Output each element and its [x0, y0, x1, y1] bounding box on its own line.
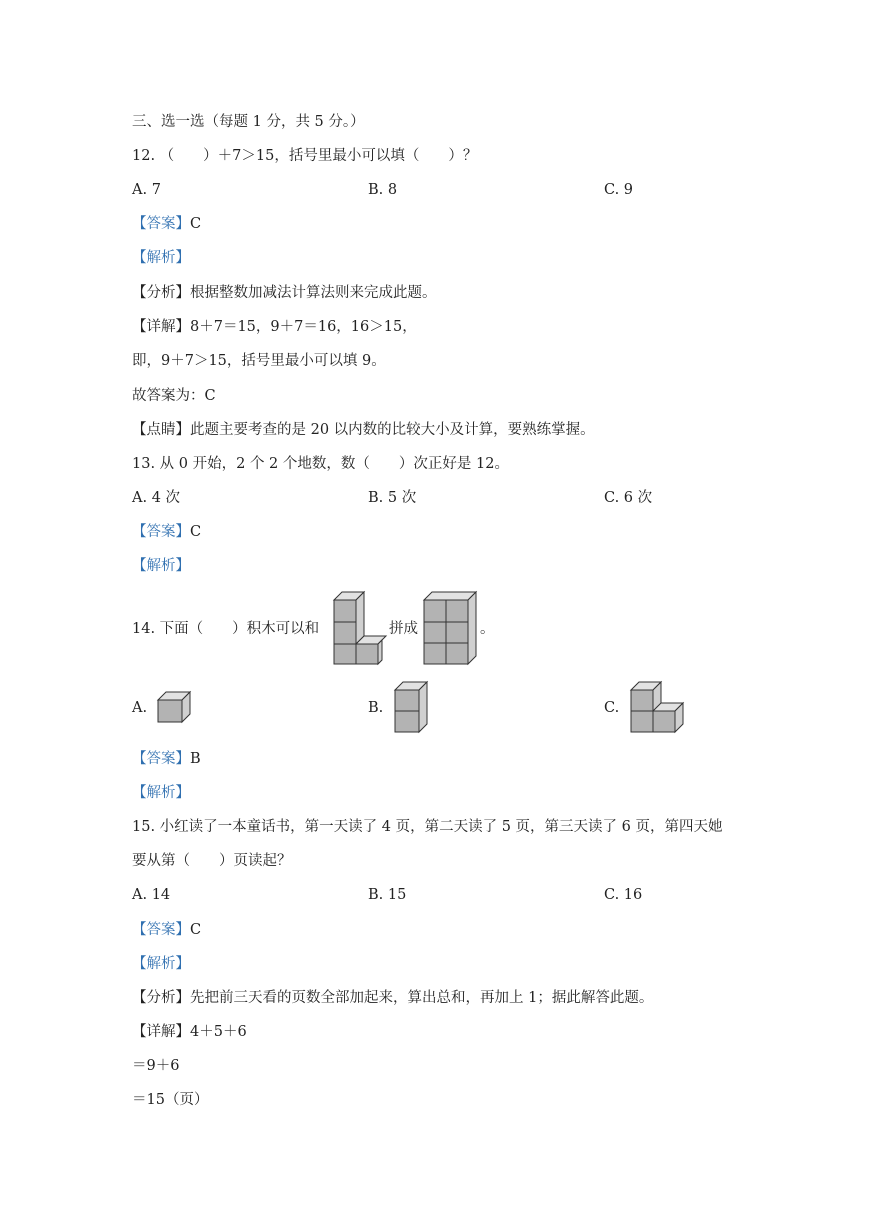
answer-value: C — [190, 216, 202, 232]
answer-value: C — [190, 524, 202, 540]
q13-option-c: C. 6 次 — [604, 490, 653, 506]
q15-option-a: A. 14 — [132, 887, 171, 903]
answer-tag: 【答案】 — [132, 216, 190, 232]
q15-option-b: B. 15 — [368, 887, 407, 903]
q15-step-1: ＝9＋6 — [132, 1058, 180, 1074]
q14-option-b-block — [395, 682, 427, 732]
q12-option-c: C. 9 — [604, 182, 634, 198]
xiangjie-text: 8＋7＝15，9＋7＝16，16＞15， — [190, 319, 417, 335]
q13-stem: 13. 从 0 开始，2 个 2 个地数，数（ ）次正好是 12。 — [132, 456, 509, 472]
q14-answer — [132, 749, 201, 769]
xiangjie-tag: 【详解】 — [132, 1024, 190, 1040]
q14-option-b-label: B. — [368, 700, 384, 716]
q14-block-l-shape — [334, 592, 382, 664]
q12-line3: 故答案为：C — [132, 388, 216, 404]
q13-option-b: B. 5 次 — [368, 490, 417, 506]
q12-dianjing — [132, 420, 595, 440]
q12-analysis-tag: 【解析】 — [132, 250, 190, 266]
dianjing-text: 此题主要考查的是 20 以内数的比较大小及计算，要熟练掌握。 — [190, 422, 595, 438]
answer-tag: 【答案】 — [132, 922, 190, 938]
section-title: 三、选一选（每题 1 分，共 5 分。） — [132, 114, 365, 130]
q15-xiangjie — [132, 1022, 247, 1042]
xiangjie-text: 4＋5＋6 — [190, 1024, 247, 1040]
dianjing-tag: 【点睛】 — [132, 422, 190, 438]
q12-option-a: A. 7 — [132, 182, 161, 198]
q15-answer — [132, 920, 201, 940]
answer-value: C — [190, 922, 202, 938]
q14-analysis-tag: 【解析】 — [132, 785, 190, 801]
q14-option-a-block — [158, 692, 190, 722]
q14-stem-b: 拼成 — [389, 621, 418, 637]
answer-tag: 【答案】 — [132, 524, 190, 540]
q14-block-target — [424, 592, 476, 664]
q15-stem-1: 15. 小红读了一本童话书，第一天读了 4 页，第二天读了 5 页，第三天读了 6 页，第四天她 — [132, 819, 723, 835]
q14-stem-c: 。 — [480, 621, 495, 637]
q13-analysis-tag: 【解析】 — [132, 558, 190, 574]
fenxi-tag: 【分析】 — [132, 990, 190, 1006]
q15-step-2: ＝15（页） — [132, 1092, 209, 1108]
xiangjie-tag: 【详解】 — [132, 319, 190, 335]
q12-answer — [132, 214, 201, 234]
q12-line2: 即，9＋7＞15，括号里最小可以填 9。 — [132, 353, 386, 369]
answer-value: B — [190, 751, 201, 767]
q15-fenxi — [132, 988, 653, 1008]
q15-option-c: C. 16 — [604, 887, 643, 903]
q14-stem-a: 14. 下面（ ）积木可以和 — [132, 621, 320, 637]
q13-answer — [132, 522, 201, 542]
q12-option-b: B. 8 — [368, 182, 398, 198]
q15-stem-2: 要从第（ ）页读起？ — [132, 853, 292, 869]
q14-option-a-label: A. — [132, 700, 148, 716]
q14-option-c-label: C. — [604, 700, 620, 716]
fenxi-text: 根据整数加减法计算法则来完成此题。 — [190, 285, 437, 301]
fenxi-tag: 【分析】 — [132, 285, 190, 301]
q14-option-c-block — [631, 682, 683, 732]
q13-option-a: A. 4 次 — [132, 490, 181, 506]
answer-tag: 【答案】 — [132, 751, 190, 767]
q12-fenxi — [132, 283, 437, 303]
q12-xiangjie — [132, 317, 417, 337]
q15-analysis-tag: 【解析】 — [132, 956, 190, 972]
fenxi-text: 先把前三天看的页数全部加起来，算出总和，再加上 1；据此解答此题。 — [190, 990, 654, 1006]
q12-stem: 12. （ ）＋7＞15，括号里最小可以填（ ）？ — [132, 148, 478, 164]
